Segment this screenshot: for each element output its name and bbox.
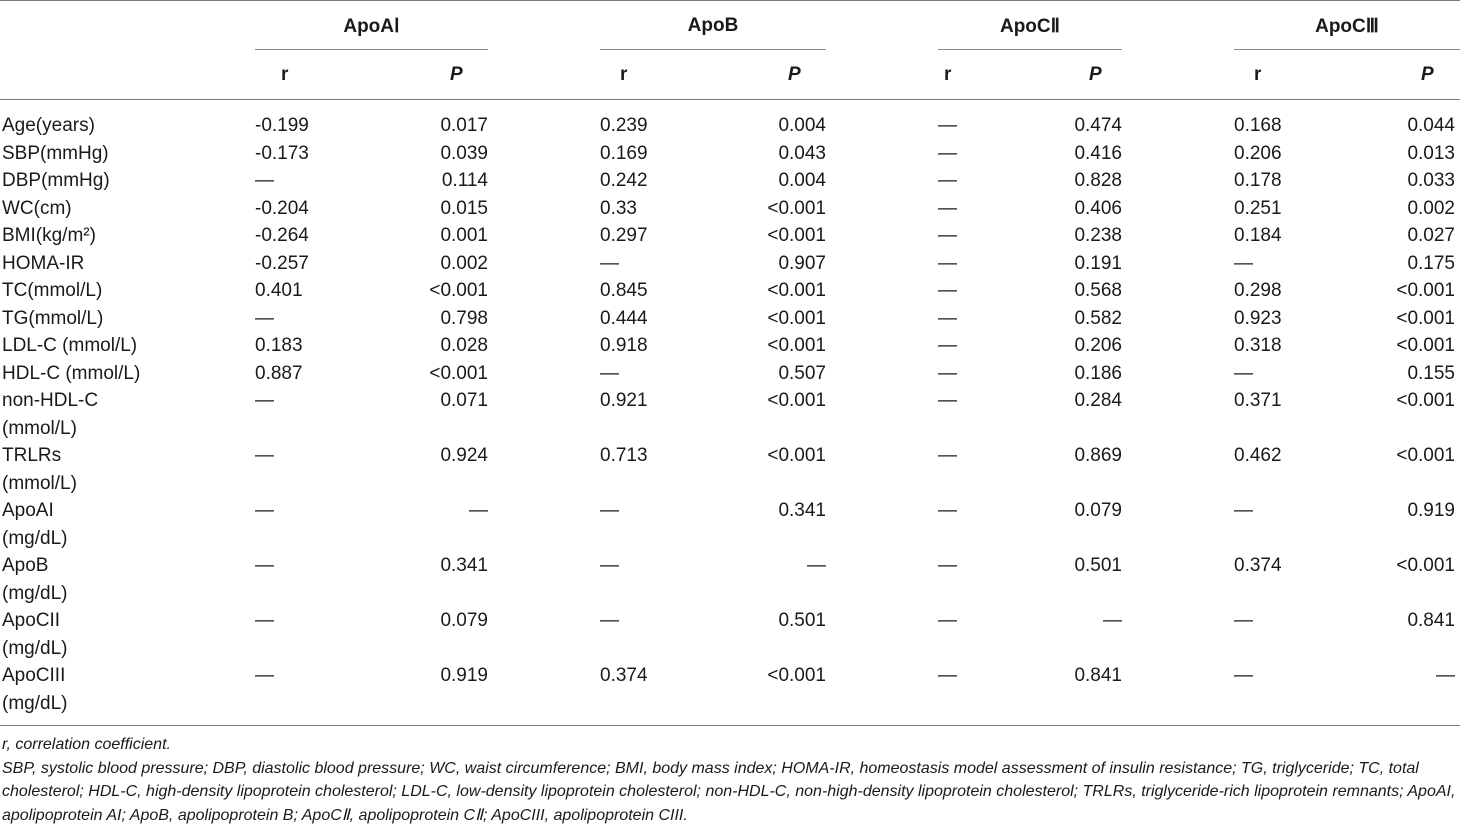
table-cell: — [1234,362,1253,384]
row-label-line: (mg/dL) [2,637,68,659]
row-label-line: HDL-C (mmol/L) [2,362,141,384]
table-row [0,607,1460,662]
table-cell: 0.013 [1407,142,1455,164]
table-cell: 0.318 [1234,335,1282,356]
table-cell: — [1234,252,1253,274]
table-cell: 0.374 [1234,555,1282,576]
table-cell: 0.206 [1074,335,1122,356]
row-label [2,360,140,388]
table-cell: — [1436,665,1455,686]
table-footnotes [2,733,1460,827]
table-bottom-rule [0,725,1460,726]
row-label-line: (mg/dL) [2,527,68,549]
table-cell: — [938,390,957,411]
row-label-line: ApoCIII [2,665,66,686]
table-cell: 0.924 [440,445,488,466]
table-cell: 0.298 [1234,280,1282,301]
row-label-line: TRLRs [2,445,62,466]
table-cell: 0.919 [440,665,488,686]
table-cell: 0.251 [1234,197,1282,219]
table-cell: 0.297 [600,225,648,246]
group-header-apoc3: ApoCⅢ [1315,16,1379,37]
table-cell: 0.015 [440,197,488,219]
table-cell: — [255,610,274,631]
row-label [2,305,103,333]
table-cell: <0.001 [767,307,826,329]
row-label [2,140,109,168]
table-cell: <0.001 [767,665,826,686]
table-cell: — [600,500,619,521]
table-cell: 0.33 [600,197,637,219]
table-cell: 0.401 [255,280,303,301]
table-row [0,195,1460,223]
row-label-line: LDL-C (mmol/L) [2,335,138,356]
table-row [0,387,1460,442]
table-cell: 0.474 [1074,115,1122,136]
table-cell: 0.869 [1074,445,1122,466]
row-label-line: (mmol/L) [2,472,77,494]
row-label-line: BMI(kg/m²) [2,225,96,246]
table-cell: -0.257 [255,252,309,274]
table-cell: — [255,555,274,576]
row-label-line: non-HDL-C [2,390,99,411]
table-cell: — [1234,500,1253,521]
table-cell: <0.001 [429,280,488,301]
table-cell: 0.371 [1234,390,1282,411]
table-cell: 0.919 [1407,500,1455,521]
table-cell: — [938,142,957,164]
row-label-line: ApoCII [2,610,61,631]
group-rule-apob [600,49,826,50]
row-label-line: (mg/dL) [2,582,68,604]
table-cell: — [255,500,274,521]
table-cell: -0.199 [255,115,309,136]
table-row [0,662,1460,717]
table-cell: <0.001 [429,362,488,384]
subheader-p: P [1089,64,1102,85]
row-label [2,662,67,717]
table-row [0,140,1460,168]
table-cell: 0.175 [1407,252,1455,274]
table-cell: — [938,500,957,521]
table-cell: 0.568 [1074,280,1122,301]
table-cell: 0.582 [1074,307,1122,329]
row-label [2,222,96,250]
group-header-apoc2: ApoCⅡ [999,16,1060,37]
table-cell: 0.406 [1074,197,1122,219]
table-cell: — [938,280,957,301]
table-cell: -0.173 [255,142,309,164]
group-rule-apoc2 [938,49,1122,50]
table-cell: 0.444 [600,307,648,329]
table-cell: 0.501 [1074,555,1122,576]
row-label-line: HOMA-IR [2,252,85,274]
table-cell: 0.845 [600,280,648,301]
row-label [2,112,95,140]
row-label [2,277,102,305]
table-cell: 0.341 [440,555,488,576]
table-cell: — [255,307,274,329]
group-header-apob: ApoB [687,15,739,36]
header-bottom-rule [0,99,1460,100]
table-row [0,332,1460,360]
table-cell: <0.001 [767,445,826,466]
row-label-line: (mmol/L) [2,417,77,439]
table-row [0,552,1460,607]
table-cell: 0.155 [1407,362,1455,384]
table-row [0,112,1460,140]
table-cell: <0.001 [767,335,826,356]
table-cell: 0.079 [1074,500,1122,521]
subheader-p: P [1421,64,1434,85]
table-cell: 0.027 [1407,225,1455,246]
table-cell: — [938,170,957,191]
subheader-r: r [1254,64,1262,85]
table-cell: — [938,225,957,246]
table-top-rule [0,0,1460,1]
table-cell: -0.204 [255,197,309,219]
table-cell: 0.079 [440,610,488,631]
table-row [0,360,1460,388]
table-cell: 0.186 [1074,362,1122,384]
table-cell: — [1103,610,1122,631]
table-cell: 0.841 [1407,610,1455,631]
table-cell: <0.001 [1396,555,1455,576]
table-cell: 0.918 [600,335,648,356]
row-label [2,332,137,360]
table-cell: 0.028 [440,335,488,356]
group-rule-apoa1 [255,49,488,50]
table-cell: 0.798 [440,307,488,329]
table-cell: <0.001 [767,280,826,301]
table-row [0,442,1460,497]
table-cell: — [938,197,957,219]
subheader-r: r [281,64,289,85]
table-cell: 0.002 [440,252,488,274]
row-label [2,607,67,662]
table-row [0,305,1460,333]
table-cell: 0.169 [600,142,648,164]
table-cell: 0.071 [440,390,488,411]
table-cell: 0.501 [778,610,826,631]
footnote-abbreviations: SBP, systolic blood pressure; DBP, diastolic blood pressure; WC, waist circumference; BMI, body mass index; HOMA-IR, homeostasis model assessment of insulin resistance; TG, triglyceride; TC, total cholesterol; HDL-C, high-density lipoprotein cholesterol; LDL-C, low-density lipoprotein cholesterol; non-HDL-C, non-high-density lipoprotein cholesterol; TRLRs, triglyceride-rich lipoprotein remnants; ApoAI, apolipoprotein AI; ApoB, apolipoprotein B; ApoCⅡ, apolipoprotein CⅡ; ApoCIII, apolipoprotein CIII. [2,759,1456,824]
table-row [0,497,1460,552]
table-cell: — [807,555,826,576]
table-cell: 0.191 [1074,252,1122,274]
row-label [2,250,84,278]
table-row [0,250,1460,278]
table-cell: <0.001 [1396,390,1455,411]
table-cell: <0.001 [767,225,826,246]
table-cell: <0.001 [1396,280,1455,301]
table-cell: 0.033 [1407,170,1455,191]
table-cell: <0.001 [1396,335,1455,356]
table-cell: — [938,610,957,631]
table-cell: 0.183 [255,335,303,356]
table-cell: 0.841 [1074,665,1122,686]
table-cell: 0.168 [1234,115,1282,136]
table-cell: — [600,555,619,576]
subheader-p: P [450,64,463,85]
table-cell: <0.001 [767,197,826,219]
table-cell: 0.004 [778,115,826,136]
table-cell: -0.264 [255,225,309,246]
group-header-apoa1: ApoAⅠ [343,16,400,37]
table-cell: 0.462 [1234,445,1282,466]
row-label [2,387,98,442]
table-cell: 0.341 [778,500,826,521]
table-cell: — [600,610,619,631]
table-cell: 0.713 [600,445,648,466]
table-cell: 0.416 [1074,142,1122,164]
table-cell: 0.043 [778,142,826,164]
table-cell: — [938,307,957,329]
table-cell: 0.242 [600,170,648,191]
row-label-line: TG(mmol/L) [2,307,104,329]
table-cell: <0.001 [1396,445,1455,466]
row-label [2,167,110,195]
table-cell: 0.374 [600,665,648,686]
table-cell: — [469,500,488,521]
table-cell: 0.184 [1234,225,1282,246]
table-cell: 0.239 [600,115,648,136]
row-label-line: Age(years) [2,115,95,136]
table-cell: — [938,335,957,356]
table-cell: 0.507 [778,362,826,384]
table-cell: 0.001 [440,225,488,246]
row-label [2,497,67,552]
table-cell: — [938,115,957,136]
table-cell: 0.039 [440,142,488,164]
row-label-line: (mg/dL) [2,692,68,714]
table-body [0,112,1460,717]
row-label [2,195,72,223]
subheader-r: r [620,64,628,85]
table-cell: 0.114 [441,170,488,191]
table-cell: 0.921 [600,390,648,411]
table-cell: <0.001 [1396,307,1455,329]
table-cell: 0.017 [440,115,488,136]
row-label-line: WC(cm) [2,197,72,219]
subheader-p: P [788,64,801,85]
row-label-line: TC(mmol/L) [2,280,103,301]
table-cell: — [600,362,619,384]
table-cell: — [255,390,274,411]
row-label [2,442,77,497]
table-cell: <0.001 [767,390,826,411]
table-cell: 0.206 [1234,142,1282,164]
table-cell: 0.887 [255,362,303,384]
table-cell: 0.238 [1074,225,1122,246]
table-cell: 0.923 [1234,307,1282,329]
table-cell: — [600,252,619,274]
subheader-r: r [944,64,952,85]
table-cell: — [255,665,274,686]
table-cell: — [938,445,957,466]
table-row [0,222,1460,250]
table-cell: 0.004 [778,170,826,191]
row-label-line: ApoB [2,555,49,576]
table-cell: — [1234,665,1253,686]
row-label-line: DBP(mmHg) [2,170,110,191]
table-cell: — [938,362,957,384]
table-cell: — [938,252,957,274]
row-label-line: ApoAI [2,500,54,521]
row-label [2,552,67,607]
table-row [0,277,1460,305]
table-row [0,167,1460,195]
row-label-line: SBP(mmHg) [2,142,109,164]
table-cell: 0.828 [1074,170,1122,191]
footnote-r: r, correlation coefficient. [2,736,171,753]
table-cell: 0.044 [1407,115,1455,136]
table-cell: — [255,170,274,191]
table-cell: 0.002 [1407,197,1455,219]
table-cell: 0.907 [778,252,826,274]
group-rule-apoc3 [1234,49,1460,50]
table-cell: — [255,445,274,466]
table-cell: — [1234,610,1253,631]
table-cell: 0.178 [1234,170,1282,191]
table-cell: — [938,555,957,576]
table-cell: — [938,665,957,686]
table-cell: 0.284 [1074,390,1122,411]
